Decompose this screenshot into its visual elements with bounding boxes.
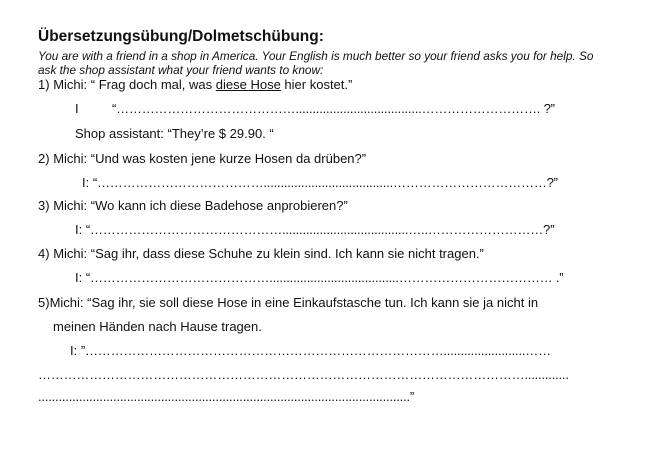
item-4-question (38, 246, 484, 262)
item-3-speaker: Michi: (53, 198, 88, 213)
item-3-quote: “Wo kann ich diese Badehose anprobieren?” (90, 198, 348, 213)
item-5-speaker: Michi: (49, 295, 84, 310)
item-4-answer (75, 270, 563, 286)
item-2-answer-label: I: (82, 175, 90, 190)
item-2-answer-blank[interactable]: “…………………………………......................................………………………………?” (92, 175, 558, 190)
item-4-answer-blank[interactable]: “……………………………………......................................……………………………… .” (85, 270, 564, 285)
item-5-question (38, 295, 538, 311)
item-1-quote-start: “ Frag doch mal, was (90, 77, 216, 92)
item-5-answer-blank-line-1[interactable]: ”…………………………………………………………………………........................…… (80, 343, 551, 358)
item-5-answer (70, 343, 551, 359)
item-1-response-label: Shop assistant: (75, 126, 164, 141)
item-2-quote: “Und was kosten jene kurze Hosen da drüben?” (90, 151, 367, 166)
item-3-number: 3) (38, 198, 50, 213)
item-2-number: 2) (38, 151, 50, 166)
item-2-question (38, 151, 366, 167)
item-3-answer-label: I: (75, 222, 83, 237)
item-4-number: 4) (38, 246, 50, 261)
item-1-answer-blank[interactable]: “…………………………………….....................................………………………. ?” (112, 101, 555, 116)
item-1-response-text: “They’re $ 29.90. “ (167, 126, 274, 141)
item-5-quote-line-2: meinen Händen nach Hause tragen. (53, 319, 262, 334)
item-5-quote-line-1: “Sag ihr, sie soll diese Hose in eine Einkaufstasche tun. Ich kann sie ja nicht in (87, 295, 539, 310)
item-5-number: 5) (38, 295, 50, 310)
item-5-answer-blank-line-2[interactable]: ……………………………………………………………………………………………………............. (38, 367, 569, 382)
instructions-line-1: You are with a friend in a shop in America. Your English is much better so your friend asks you for help. So (38, 49, 594, 63)
item-4-speaker: Michi: (53, 246, 88, 261)
item-4-quote: “Sag ihr, dass diese Schuhe zu klein sind. Ich kann sie nicht tragen.” (90, 246, 484, 261)
item-1-quote-underlined: diese Hose (215, 77, 281, 92)
item-1-response (75, 126, 274, 142)
item-2-answer (82, 175, 558, 191)
item-1-answer-label: I (75, 101, 79, 116)
item-4-answer-label: I: (75, 270, 83, 285)
item-3-question (38, 198, 348, 214)
item-3-answer-blank[interactable]: “……………………………………….....................................…..………………………?” (85, 222, 555, 237)
item-5-answer-label: I: (70, 343, 78, 358)
item-3-answer (75, 222, 554, 238)
item-5-answer-blank-line-3[interactable]: .............................................................................................................” (38, 389, 415, 404)
worksheet-title: Übersetzungsübung/Dolmetschübung: (38, 28, 324, 45)
instructions-line-2: ask the shop assistant what your friend wants to know: (38, 63, 324, 77)
item-1-quote-end: hier kostet.” (280, 77, 353, 92)
item-1-number: 1) (38, 77, 50, 92)
item-1-question (38, 77, 352, 93)
item-2-speaker: Michi: (53, 151, 88, 166)
item-1-speaker: Michi: (53, 77, 88, 92)
